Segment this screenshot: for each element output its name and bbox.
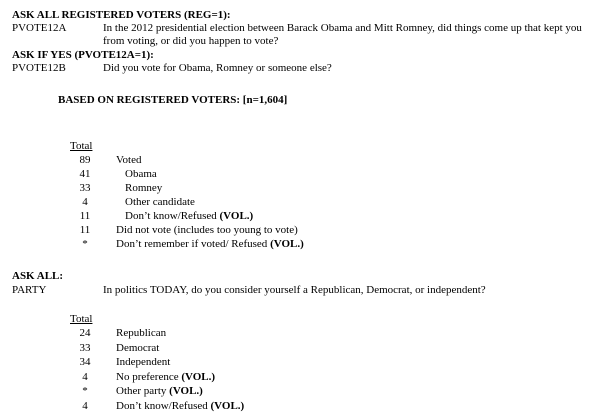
question-text-party: In politics TODAY, do you consider yourself a Republican, Democrat, or independent? — [103, 284, 486, 296]
row-value: 33 — [79, 342, 91, 354]
row-value: 33 — [79, 182, 91, 194]
row-value: 11 — [79, 224, 91, 236]
row-label: Republican — [116, 327, 167, 339]
row-label: Don’t know/Refused (VOL.) — [125, 210, 254, 222]
row-value: 4 — [82, 371, 88, 383]
row-value: 24 — [79, 327, 91, 339]
row-label: Don’t know/Refused (VOL.) — [116, 400, 245, 412]
question-text-pvote12b: Did you vote for Obama, Romney or someone else? — [103, 62, 332, 74]
row-label: Voted — [116, 154, 142, 166]
question-text-pvote12a: In the 2012 presidential election between Barack Obama and Mitt Romney, did things come up that kept you from voting, or did you happen to vote? — [103, 22, 582, 47]
row-value: * — [82, 238, 88, 250]
row-value: 41 — [79, 168, 91, 180]
row-value: 4 — [82, 400, 88, 412]
instruction-if-yes: ASK IF YES (PVOTE12A=1): — [12, 49, 154, 61]
row-label: No preference (VOL.) — [116, 371, 216, 383]
question-code-pvote12b: PVOTE12B — [12, 62, 66, 74]
total-column-header: Total — [70, 313, 93, 325]
row-label: Don’t remember if voted/ Refused (VOL.) — [116, 238, 304, 250]
row-label: Obama — [125, 168, 157, 180]
row-label: Other candidate — [125, 196, 195, 208]
question-code-party: PARTY — [12, 284, 47, 296]
base-description: BASED ON REGISTERED VOTERS: [n=1,604] — [58, 94, 288, 106]
row-label: Romney — [125, 182, 163, 194]
row-label: Did not vote (includes too young to vote) — [116, 224, 298, 236]
row-value: * — [82, 385, 88, 397]
row-value: 11 — [79, 210, 91, 222]
row-label: Other party (VOL.) — [116, 385, 203, 397]
row-value: 34 — [79, 356, 91, 368]
row-value: 4 — [82, 196, 88, 208]
question-code-pvote12a: PVOTE12A — [12, 22, 67, 34]
total-column-header: Total — [70, 140, 93, 152]
instruction-ask-all: ASK ALL: — [12, 270, 64, 282]
row-label: Independent — [116, 356, 171, 368]
instruction-registered-voters: ASK ALL REGISTERED VOTERS (REG=1): — [12, 9, 231, 21]
row-value: 89 — [79, 154, 91, 166]
row-label: Democrat — [116, 342, 160, 354]
